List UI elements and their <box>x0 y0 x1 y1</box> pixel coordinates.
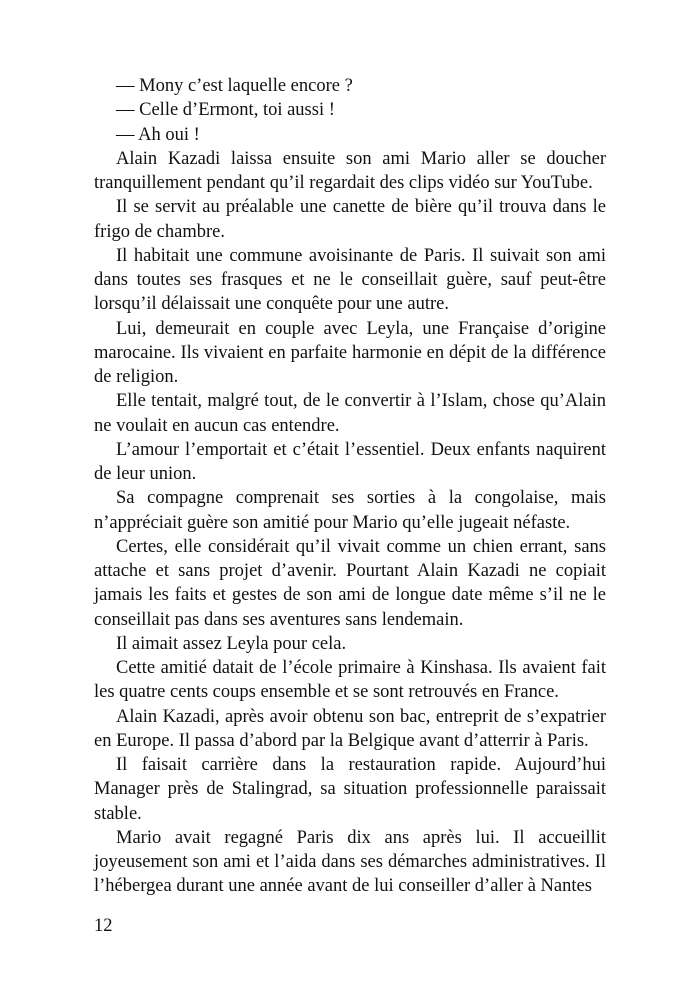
paragraph: Alain Kazadi, après avoir obtenu son bac, entreprit de s’expatrier en Europe. Il passa d’abord par la Belgique avant d’atterrir à Paris. <box>94 706 606 751</box>
paragraph: Il faisait carrière dans la restauration rapide. Aujourd’hui Manager près de Stalingrad, sa situation professionnelle paraissait stable. <box>94 755 606 824</box>
paragraph: — Ah oui ! <box>116 124 200 145</box>
paragraph: Alain Kazadi laissa ensuite son ami Mario aller se doucher tranquillement pendant qu’il regardait des clips vidéo sur YouTube. <box>94 148 606 193</box>
paragraph: — Mony c’est laquelle encore ? <box>116 76 353 96</box>
body-text <box>94 74 606 899</box>
paragraph: Il se servit au préalable une canette de bière qu’il trouva dans le frigo de chambre. <box>94 197 606 242</box>
paragraph: Lui, demeurait en couple avec Leyla, une Française d’origine marocaine. Ils vivaient en parfaite harmonie en dépit de la différence de religion. <box>94 318 606 387</box>
paragraph: L’amour l’emportait et c’était l’essentiel. Deux enfants naquirent de leur union. <box>94 439 606 484</box>
page-number: 12 <box>94 916 113 936</box>
paragraph: — Celle d’Ermont, toi aussi ! <box>116 100 335 121</box>
paragraph: Sa compagne comprenait ses sorties à la congolaise, mais n’appréciait guère son amitié pour Mario qu’elle jugeait néfaste. <box>94 488 606 533</box>
paragraph: Cette amitié datait de l’école primaire à Kinshasa. Ils avaient fait les quatre cents coups ensemble et se sont retrouvés en France. <box>94 658 606 703</box>
paragraph: Il aimait assez Leyla pour cela. <box>116 633 347 654</box>
paragraph: Mario avait regagné Paris dix ans après lui. Il accueillit joyeusement son ami et l’aida dans ses démarches administratives. Il l’hébergea durant une année avant de lui conseiller d’aller à Nantes <box>94 827 606 897</box>
paragraph: Il habitait une commune avoisinante de Paris. Il suivait son ami dans toutes ses frasques et ne le conseillait guère, sauf peut-être lorsqu’il délaissait une conquête pour une autre. <box>94 245 606 315</box>
paragraph: Elle tentait, malgré tout, de le convertir à l’Islam, chose qu’Alain ne voulait en aucun cas entendre. <box>94 391 606 436</box>
paragraph: Certes, elle considérait qu’il vivait comme un chien errant, sans attache et sans projet d’avenir. Pourtant Alain Kazadi ne copiait jamais les faits et gestes de son ami de longue date même s’il ne le conseillait pas dans ses aventures sans lendemain. <box>94 536 606 630</box>
